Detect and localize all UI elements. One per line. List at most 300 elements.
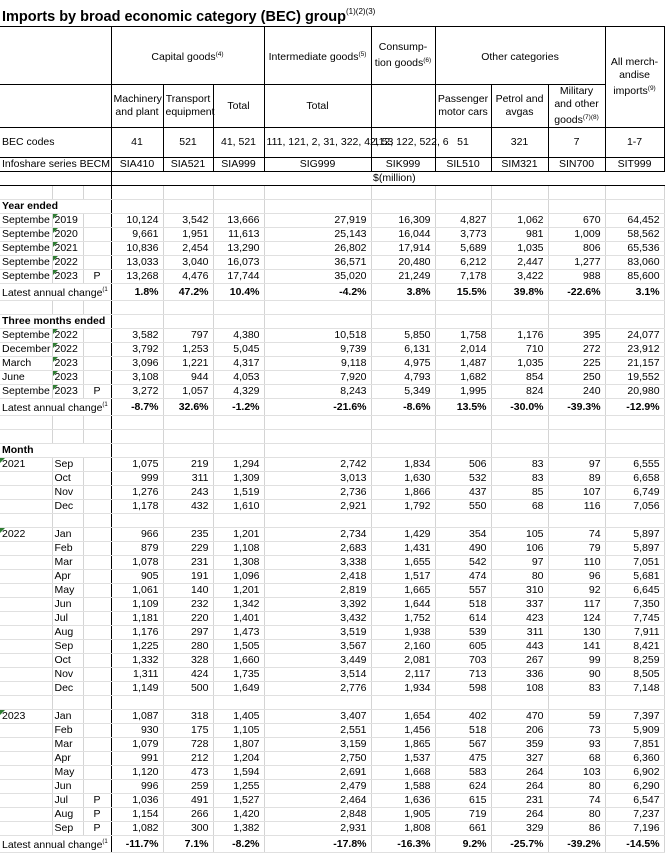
- infoshare-code-cell: SIG999: [264, 158, 371, 172]
- page-title: [2, 1, 375, 23]
- value-cell: 5,850: [371, 329, 435, 343]
- empty-cell: [163, 430, 213, 444]
- year-label: [0, 584, 52, 598]
- month-label: Apr: [52, 570, 83, 584]
- value-cell: 437: [435, 486, 491, 500]
- value-cell: 532: [435, 472, 491, 486]
- empty-cell: [111, 514, 163, 528]
- value-cell: 80: [548, 780, 605, 794]
- year-label: [0, 822, 52, 836]
- provisional-flag: [83, 668, 111, 682]
- value-cell: 824: [491, 385, 548, 399]
- value-cell: 557: [435, 584, 491, 598]
- change-cell: 13.5%: [435, 399, 491, 416]
- year-label: 2019: [52, 214, 83, 228]
- value-cell: 1,253: [163, 343, 213, 357]
- empty-cell: [163, 186, 213, 200]
- data-row: [0, 570, 664, 584]
- value-cell: 97: [548, 458, 605, 472]
- annual-change-row: [0, 399, 664, 416]
- value-cell: 9,739: [264, 343, 371, 357]
- annual-change-row: [0, 836, 664, 853]
- annual-change-label: [0, 284, 111, 301]
- value-cell: 3,392: [264, 598, 371, 612]
- value-cell: 1,405: [213, 710, 264, 724]
- data-row: [0, 612, 664, 626]
- empty-cell: [605, 430, 664, 444]
- data-row: [0, 371, 664, 385]
- value-cell: 598: [435, 682, 491, 696]
- value-cell: 243: [163, 486, 213, 500]
- change-cell: 15.5%: [435, 284, 491, 301]
- value-cell: 250: [548, 371, 605, 385]
- period-label: Septembe: [0, 256, 52, 270]
- data-row: [0, 766, 664, 780]
- year-label: 2023: [52, 270, 83, 284]
- value-cell: 424: [163, 668, 213, 682]
- data-row: [0, 542, 664, 556]
- value-cell: 3,013: [264, 472, 371, 486]
- provisional-flag: [83, 556, 111, 570]
- data-row: [0, 228, 664, 242]
- provisional-flag: [83, 329, 111, 343]
- change-cell: -4.2%: [264, 284, 371, 301]
- value-cell: 266: [163, 808, 213, 822]
- bec-code-cell: 51: [435, 128, 491, 158]
- empty-cell: [605, 200, 664, 214]
- month-label: Jul: [52, 612, 83, 626]
- value-cell: 3,108: [111, 371, 163, 385]
- bec-code-cell: 41, 521: [213, 128, 264, 158]
- value-cell: 191: [163, 570, 213, 584]
- value-cell: 13,033: [111, 256, 163, 270]
- value-cell: 1,294: [213, 458, 264, 472]
- value-cell: 16,044: [371, 228, 435, 242]
- empty-cell: [213, 514, 264, 528]
- value-cell: 1,517: [371, 570, 435, 584]
- data-row: [0, 822, 664, 836]
- month-label: Aug: [52, 808, 83, 822]
- value-cell: 981: [491, 228, 548, 242]
- infoshare-code-cell: SIK999: [371, 158, 435, 172]
- value-cell: 3,582: [111, 329, 163, 343]
- value-cell: 1,176: [111, 626, 163, 640]
- value-cell: 311: [163, 472, 213, 486]
- empty-cell: [111, 430, 163, 444]
- header-corner: [0, 27, 111, 85]
- value-cell: 2,081: [371, 654, 435, 668]
- value-cell: 16,073: [213, 256, 264, 270]
- value-cell: 1,109: [111, 598, 163, 612]
- month-label: Sep: [52, 640, 83, 654]
- header-machinery: Machinery and plant: [111, 85, 163, 128]
- empty-cell: [213, 301, 264, 315]
- bec-code-cell: 111, 121, 2, 31, 322, 42, 53: [264, 128, 371, 158]
- header-intermediate-goods: Intermediate goods$^{(5)}$: [264, 27, 371, 85]
- annual-change-text: Latest annual change: [2, 402, 103, 414]
- empty-cell: [371, 315, 435, 329]
- value-cell: 9,118: [264, 357, 371, 371]
- value-cell: 491: [163, 794, 213, 808]
- month-label: Jan: [52, 710, 83, 724]
- value-cell: 2,014: [435, 343, 491, 357]
- value-cell: 5,045: [213, 343, 264, 357]
- empty-cell: [264, 696, 371, 710]
- value-cell: 3,792: [111, 343, 163, 357]
- empty-cell: [111, 696, 163, 710]
- month-label: Dec: [52, 500, 83, 514]
- value-cell: 624: [435, 780, 491, 794]
- value-cell: 1,456: [371, 724, 435, 738]
- empty-cell: [0, 430, 52, 444]
- value-cell: 2,921: [264, 500, 371, 514]
- change-cell: -17.8%: [264, 836, 371, 853]
- month-label: Oct: [52, 654, 83, 668]
- value-cell: 966: [111, 528, 163, 542]
- provisional-flag: [83, 357, 111, 371]
- value-cell: 13,666: [213, 214, 264, 228]
- empty-cell: [264, 301, 371, 315]
- value-cell: 1,308: [213, 556, 264, 570]
- empty-cell: [435, 696, 491, 710]
- value-cell: 1,332: [111, 654, 163, 668]
- month-label: Aug: [52, 626, 83, 640]
- infoshare-code-cell: SIM321: [491, 158, 548, 172]
- change-cell: 47.2%: [163, 284, 213, 301]
- value-cell: 1,079: [111, 738, 163, 752]
- empty-cell: [605, 301, 664, 315]
- value-cell: 3,096: [111, 357, 163, 371]
- change-cell: -8.7%: [111, 399, 163, 416]
- empty-cell: [491, 430, 548, 444]
- change-cell: -8.2%: [213, 836, 264, 853]
- data-row: [0, 214, 664, 228]
- month-label: Nov: [52, 668, 83, 682]
- value-cell: 1,036: [111, 794, 163, 808]
- value-cell: 13,290: [213, 242, 264, 256]
- value-cell: 7,237: [605, 808, 664, 822]
- empty-cell: [83, 416, 111, 430]
- value-cell: 567: [435, 738, 491, 752]
- provisional-flag: [83, 682, 111, 696]
- value-cell: 991: [111, 752, 163, 766]
- period-label: Septembe: [0, 214, 52, 228]
- value-cell: 20,480: [371, 256, 435, 270]
- data-row: [0, 500, 664, 514]
- change-cell: 3.1%: [605, 284, 664, 301]
- value-cell: 7,051: [605, 556, 664, 570]
- month-label: Jun: [52, 598, 83, 612]
- value-cell: 264: [491, 780, 548, 794]
- change-cell: -1.2%: [213, 399, 264, 416]
- year-label: [0, 682, 52, 696]
- value-cell: 80: [491, 570, 548, 584]
- data-row: [0, 724, 664, 738]
- unit-row-spacer: [111, 172, 371, 186]
- change-cell: -8.6%: [371, 399, 435, 416]
- value-cell: 999: [111, 472, 163, 486]
- provisional-flag: [83, 256, 111, 270]
- value-cell: 4,380: [213, 329, 264, 343]
- annual-change-label: [0, 399, 111, 416]
- empty-cell: [264, 315, 371, 329]
- empty-cell: [264, 430, 371, 444]
- value-cell: 10,124: [111, 214, 163, 228]
- value-cell: 3,773: [435, 228, 491, 242]
- change-cell: -21.6%: [264, 399, 371, 416]
- value-cell: 259: [163, 780, 213, 794]
- header-consumption-goods: Consump-tion goods$^{(6)}$: [371, 27, 435, 85]
- value-cell: 1,527: [213, 794, 264, 808]
- value-cell: 1,649: [213, 682, 264, 696]
- value-cell: 615: [435, 794, 491, 808]
- month-label: Jun: [52, 780, 83, 794]
- value-cell: 3,514: [264, 668, 371, 682]
- value-cell: 1,758: [435, 329, 491, 343]
- empty-cell: [491, 444, 548, 458]
- header-transport: Transport equipment: [163, 85, 213, 128]
- value-cell: 240: [548, 385, 605, 399]
- provisional-flag: [83, 598, 111, 612]
- empty-cell: [111, 315, 163, 329]
- year-label: 2023: [52, 357, 83, 371]
- value-cell: 1,487: [435, 357, 491, 371]
- empty-cell: [548, 514, 605, 528]
- provisional-flag: [83, 528, 111, 542]
- value-cell: 5,897: [605, 528, 664, 542]
- value-cell: 354: [435, 528, 491, 542]
- period-label: Septembe: [0, 242, 52, 256]
- value-cell: 1,429: [371, 528, 435, 542]
- data-row: [0, 626, 664, 640]
- value-cell: 713: [435, 668, 491, 682]
- value-cell: 1,665: [371, 584, 435, 598]
- value-cell: 1,082: [111, 822, 163, 836]
- annual-change-row: [0, 284, 664, 301]
- value-cell: 5,689: [435, 242, 491, 256]
- value-cell: 264: [491, 808, 548, 822]
- value-cell: 17,914: [371, 242, 435, 256]
- year-label: [0, 542, 52, 556]
- header-capital-total: Total: [213, 85, 264, 128]
- empty-cell: [213, 186, 264, 200]
- value-cell: 930: [111, 724, 163, 738]
- year-label: 2023: [52, 371, 83, 385]
- value-cell: 719: [435, 808, 491, 822]
- value-cell: 473: [163, 766, 213, 780]
- value-cell: 220: [163, 612, 213, 626]
- provisional-flag: [83, 500, 111, 514]
- value-cell: 3,159: [264, 738, 371, 752]
- value-cell: 6,212: [435, 256, 491, 270]
- value-cell: 7,911: [605, 626, 664, 640]
- provisional-flag: [83, 724, 111, 738]
- value-cell: 23,912: [605, 343, 664, 357]
- value-cell: 614: [435, 612, 491, 626]
- value-cell: 130: [548, 626, 605, 640]
- change-cell: -11.7%: [111, 836, 163, 853]
- data-row: [0, 668, 664, 682]
- value-cell: 905: [111, 570, 163, 584]
- data-row: [0, 329, 664, 343]
- provisional-flag: [83, 654, 111, 668]
- value-cell: 5,349: [371, 385, 435, 399]
- infoshare-code-cell: SIA410: [111, 158, 163, 172]
- value-cell: 3,542: [163, 214, 213, 228]
- value-cell: 58,562: [605, 228, 664, 242]
- value-cell: 21,249: [371, 270, 435, 284]
- bec-code-cell: 41: [111, 128, 163, 158]
- value-cell: 1,276: [111, 486, 163, 500]
- annual-change-footnote: (1: [102, 402, 108, 408]
- value-cell: 329: [491, 822, 548, 836]
- spacer-row: [0, 301, 664, 315]
- empty-cell: [213, 416, 264, 430]
- value-cell: 670: [548, 214, 605, 228]
- value-cell: 327: [491, 752, 548, 766]
- value-cell: 108: [491, 682, 548, 696]
- value-cell: 8,421: [605, 640, 664, 654]
- empty-cell: [548, 186, 605, 200]
- data-row: [0, 458, 664, 472]
- value-cell: 4,793: [371, 371, 435, 385]
- empty-cell: [213, 200, 264, 214]
- provisional-flag: [83, 780, 111, 794]
- value-cell: 1,149: [111, 682, 163, 696]
- value-cell: 1,078: [111, 556, 163, 570]
- value-cell: 3,422: [491, 270, 548, 284]
- value-cell: 2,683: [264, 542, 371, 556]
- value-cell: 231: [491, 794, 548, 808]
- header-intermediate-total: Total: [264, 85, 371, 128]
- empty-cell: [264, 444, 371, 458]
- value-cell: 703: [435, 654, 491, 668]
- change-cell: 3.8%: [371, 284, 435, 301]
- value-cell: 1,087: [111, 710, 163, 724]
- change-cell: -14.5%: [605, 836, 664, 853]
- empty-cell: [548, 200, 605, 214]
- annual-change-footnote: (1: [102, 839, 108, 845]
- value-cell: 988: [548, 270, 605, 284]
- value-cell: 3,040: [163, 256, 213, 270]
- empty-cell: [163, 444, 213, 458]
- empty-cell: [435, 315, 491, 329]
- annual-change-text: Latest annual change: [2, 839, 103, 851]
- header-consumption-sub: [371, 85, 435, 128]
- value-cell: 1,204: [213, 752, 264, 766]
- provisional-flag: P: [83, 822, 111, 836]
- data-row: [0, 710, 664, 724]
- provisional-flag: [83, 570, 111, 584]
- value-cell: 1,201: [213, 584, 264, 598]
- annual-change-text: Latest annual change: [2, 287, 103, 299]
- empty-cell: [83, 301, 111, 315]
- value-cell: 661: [435, 822, 491, 836]
- provisional-flag: [83, 584, 111, 598]
- empty-cell: [435, 200, 491, 214]
- value-cell: 1,075: [111, 458, 163, 472]
- value-cell: 175: [163, 724, 213, 738]
- header-capital-goods: Capital goods$^{(4)}$: [111, 27, 264, 85]
- empty-cell: [111, 444, 163, 458]
- period-label: June: [0, 371, 52, 385]
- value-cell: 141: [548, 640, 605, 654]
- year-label: 2021: [0, 458, 52, 472]
- empty-cell: [548, 430, 605, 444]
- value-cell: 728: [163, 738, 213, 752]
- value-cell: 1,588: [371, 780, 435, 794]
- month-label: Oct: [52, 472, 83, 486]
- header-petrol: Petrol and avgas: [491, 85, 548, 128]
- bec-code-cell: 321: [491, 128, 548, 158]
- value-cell: 80: [548, 808, 605, 822]
- value-cell: 2,819: [264, 584, 371, 598]
- empty-cell: [605, 416, 664, 430]
- empty-cell: [83, 430, 111, 444]
- year-label: 2021: [52, 242, 83, 256]
- period-label: Septembe: [0, 228, 52, 242]
- change-cell: 7.1%: [163, 836, 213, 853]
- value-cell: 1,834: [371, 458, 435, 472]
- value-cell: 235: [163, 528, 213, 542]
- value-cell: 74: [548, 528, 605, 542]
- empty-cell: [371, 186, 435, 200]
- value-cell: 1,951: [163, 228, 213, 242]
- value-cell: 1,420: [213, 808, 264, 822]
- data-row: [0, 472, 664, 486]
- provisional-flag: [83, 343, 111, 357]
- empty-cell: [548, 315, 605, 329]
- infoshare-code-cell: SIA999: [213, 158, 264, 172]
- value-cell: 64,452: [605, 214, 664, 228]
- empty-cell: [111, 301, 163, 315]
- header-other-categories: Other categories: [435, 27, 605, 85]
- value-cell: 797: [163, 329, 213, 343]
- value-cell: 3,407: [264, 710, 371, 724]
- year-label: [0, 738, 52, 752]
- empty-cell: [52, 696, 83, 710]
- change-cell: 1.8%: [111, 284, 163, 301]
- empty-cell: [213, 315, 264, 329]
- value-cell: 337: [491, 598, 548, 612]
- value-cell: 470: [491, 710, 548, 724]
- value-cell: 311: [491, 626, 548, 640]
- value-cell: 1,342: [213, 598, 264, 612]
- year-label: 2020: [52, 228, 83, 242]
- value-cell: 1,221: [163, 357, 213, 371]
- empty-cell: [371, 416, 435, 430]
- empty-cell: [605, 444, 664, 458]
- empty-cell: [435, 430, 491, 444]
- value-cell: 4,317: [213, 357, 264, 371]
- value-cell: 2,418: [264, 570, 371, 584]
- value-cell: 231: [163, 556, 213, 570]
- spacer-row: [0, 696, 664, 710]
- title-footnotes: (1)(2)(3): [346, 7, 376, 16]
- empty-cell: [371, 430, 435, 444]
- value-cell: 105: [491, 528, 548, 542]
- value-cell: 1,035: [491, 242, 548, 256]
- value-cell: 1,792: [371, 500, 435, 514]
- value-cell: 1,120: [111, 766, 163, 780]
- provisional-flag: [83, 458, 111, 472]
- value-cell: 7,920: [264, 371, 371, 385]
- year-label: [0, 500, 52, 514]
- value-cell: 24,077: [605, 329, 664, 343]
- value-cell: 2,742: [264, 458, 371, 472]
- header-all-merchandise: All merch-andise imports$^{(9)}$: [605, 27, 664, 128]
- bec-code-cell: 521: [163, 128, 213, 158]
